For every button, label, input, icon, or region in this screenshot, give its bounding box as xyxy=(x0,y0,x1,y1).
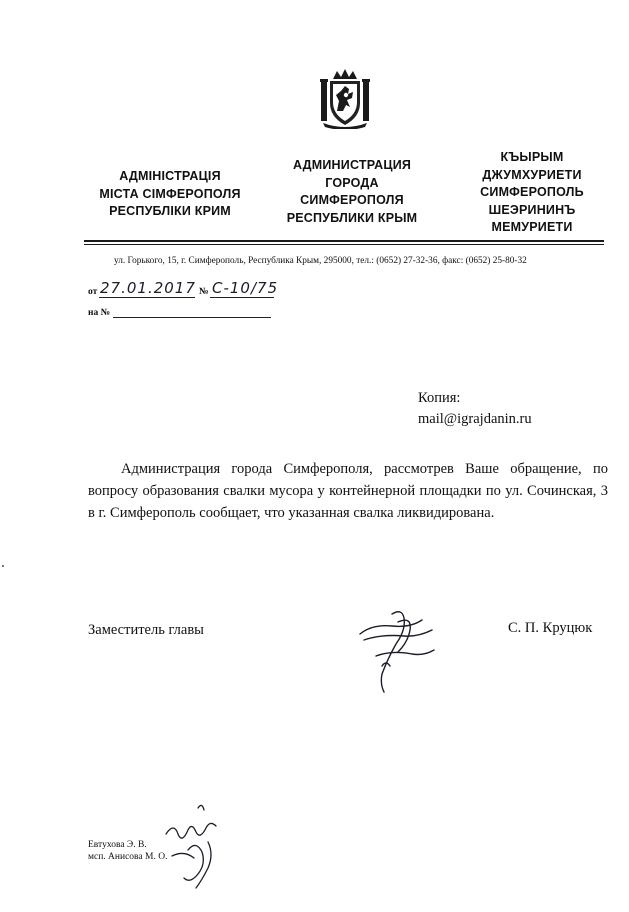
executor-line: Евтухова Э. В. xyxy=(88,840,147,850)
signatory-name: С. П. Круцюк xyxy=(508,620,593,636)
number-label: № xyxy=(199,287,209,297)
header-ct-line: ШЕЭРИНИНЪ xyxy=(488,202,576,217)
copy-block xyxy=(418,388,532,430)
header-russian xyxy=(262,157,442,227)
header-ua-line: РЕСПУБЛІКИ КРИМ xyxy=(109,204,231,218)
address-line: ул. Горького, 15, г. Симферополь, Республика Крым, 295000, тел.: (0652) 27-32-36, факс: (0652) 25-80-32 xyxy=(114,256,527,266)
initials-signature-icon xyxy=(158,800,228,890)
date-label: от xyxy=(88,287,98,297)
executor-line: мсп. Анисова М. О. xyxy=(88,851,168,862)
header-divider-thin xyxy=(84,244,604,245)
header-ct-line: ДЖУМХУРИЕТИ xyxy=(482,167,582,182)
letter-body: Администрация города Симферополя, рассмотрев Ваше обращение, по вопросу образования свалки мусора у контейнерной площадки по ул. Сочинская, 3 в г. Симферополь сообщает, что указанная свалка ликвидирована. xyxy=(88,461,608,521)
header-ru-line: АДМИНИСТРАЦИЯ xyxy=(292,158,412,172)
executors-block xyxy=(88,840,167,863)
header-ct-line: МЕМУРИЕТИ xyxy=(491,220,573,234)
copy-email: mail@igrajdanin.ru xyxy=(418,411,532,427)
signature-icon xyxy=(352,604,442,696)
copy-label: Копия: xyxy=(418,390,461,406)
header-ru-line: СИМФЕРОПОЛЯ xyxy=(300,193,404,207)
reference-underline xyxy=(113,317,271,318)
header-ua-line: МІСТА СІМФЕРОПОЛЯ xyxy=(99,186,241,201)
signatory-position: Заместитель главы xyxy=(88,622,204,638)
reference-label: на № xyxy=(88,308,111,318)
date-underline xyxy=(99,297,195,298)
header-crimean-tatar xyxy=(452,149,612,237)
handwritten-number: С-10/75 xyxy=(212,279,279,297)
scan-mark xyxy=(2,565,4,567)
number-underline xyxy=(210,297,274,298)
crimea-coat-of-arms-icon xyxy=(319,67,371,129)
header-ct-line: КЪЫРЫМ xyxy=(500,150,564,164)
handwritten-date: 27.01.2017 xyxy=(100,279,196,297)
header-ua-line: АДМІНІСТРАЦІЯ xyxy=(119,169,221,183)
header-ukrainian xyxy=(80,168,260,221)
header-ct-line: СИМФЕРОПОЛЬ xyxy=(480,185,584,199)
header-ru-line: ГОРОДА xyxy=(325,175,379,190)
header-divider-thick xyxy=(84,240,604,242)
header-ru-line: РЕСПУБЛИКИ КРЫМ xyxy=(286,210,418,225)
